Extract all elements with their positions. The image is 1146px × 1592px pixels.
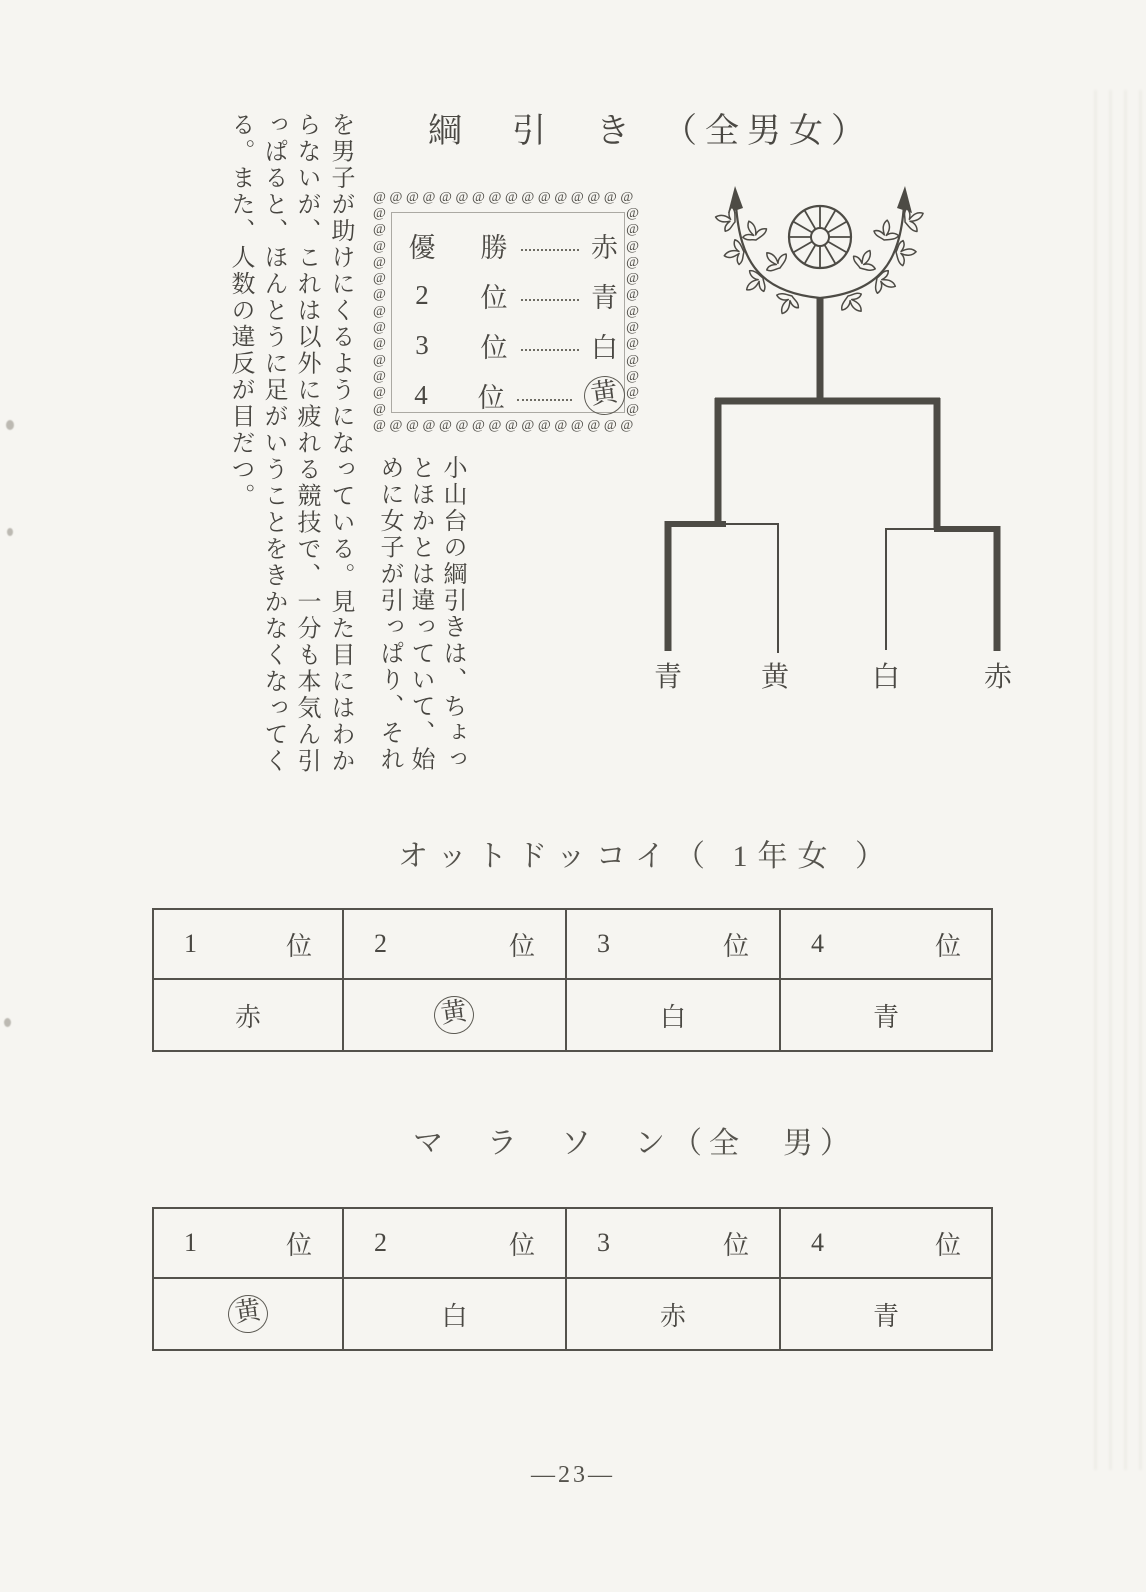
rank-label: 優 <box>408 232 436 263</box>
value-cell-4 <box>781 1279 991 1349</box>
rank-suffix: 位 <box>480 282 508 313</box>
team-value: 黄 <box>581 373 627 417</box>
chrysanthemum-flower <box>789 206 851 268</box>
team-value: 赤 <box>659 1301 686 1331</box>
header-cell-4 <box>781 910 991 978</box>
dotted-leader <box>521 349 579 351</box>
paragraph-column-2: とほかとは違っていて、始 <box>407 455 433 773</box>
header-cell-1 <box>154 1209 344 1277</box>
value-cell-4 <box>781 980 991 1050</box>
scan-speck <box>4 1018 11 1027</box>
team-value: 白 <box>659 1002 686 1032</box>
place-number: 1 <box>184 929 197 958</box>
arrow-tip-right <box>897 186 912 213</box>
header-cell-4 <box>781 1209 991 1277</box>
team-value: 青 <box>872 1301 899 1331</box>
scan-speck <box>7 528 13 536</box>
paragraph-column-6: っぱると、ほんとうに足がいうことをきかなくなってく <box>260 112 286 775</box>
result-row-3 <box>391 320 625 370</box>
rank-label: 4 <box>414 379 428 410</box>
at-border-right: @@@@@@@@@@@@@ <box>626 206 639 417</box>
results-box-middle <box>373 206 639 417</box>
result-row-2 <box>391 270 625 320</box>
table-value-row <box>154 980 991 1050</box>
place-number: 2 <box>374 929 387 958</box>
place-suffix: 位 <box>508 931 535 961</box>
header-cell-2 <box>344 910 567 978</box>
header-cell-2 <box>344 1209 567 1277</box>
place-number: 3 <box>597 1228 610 1257</box>
place-number: 4 <box>811 929 824 958</box>
value-cell-2 <box>344 980 567 1050</box>
ottodokkoi-title: オットドッコイ（ 1年女 ） <box>398 840 895 873</box>
bracket-label-yellow: 黄 <box>761 662 790 693</box>
dotted-leader <box>521 249 579 251</box>
table-header-row <box>154 910 991 980</box>
at-border-top: @@@@@@@@@@@@@@@@ <box>373 190 637 205</box>
bracket-label-white: 白 <box>872 662 901 693</box>
team-value: 赤 <box>234 1002 261 1032</box>
team-value: 青 <box>591 282 618 313</box>
tsunahiki-results-box <box>373 189 639 434</box>
rank-suffix: 勝 <box>480 232 508 263</box>
value-cell-1 <box>154 980 344 1050</box>
bracket-label-red: 赤 <box>984 662 1013 693</box>
place-suffix: 位 <box>285 1230 312 1260</box>
tournament-bracket-drawing <box>630 175 1030 655</box>
paragraph-column-5: らないが、これは以外に疲れる競技で、一分も本気ん引 <box>293 112 319 775</box>
place-number: 3 <box>597 929 610 958</box>
bracket-lines <box>665 297 999 653</box>
tsunahiki-title: 綱 引 き （全男女） <box>428 113 873 150</box>
header-cell-1 <box>154 910 344 978</box>
table-value-row <box>154 1279 991 1349</box>
table-header-row <box>154 1209 991 1279</box>
rank-label: 3 <box>415 329 429 360</box>
paragraph-column-4: を男子が助けにくるようになっている。見た目にはわか <box>327 112 353 775</box>
place-number: 4 <box>811 1228 824 1257</box>
header-cell-3 <box>567 910 781 978</box>
dotted-leader <box>521 299 579 301</box>
team-value: 黄 <box>226 1292 271 1335</box>
place-suffix: 位 <box>508 1230 535 1260</box>
marathon-table <box>152 1207 993 1351</box>
rank-label: 2 <box>415 279 429 310</box>
team-value: 白 <box>441 1301 468 1331</box>
result-row-1 <box>391 220 625 270</box>
rank-suffix: 位 <box>480 332 508 363</box>
rank-suffix: 位 <box>477 382 505 413</box>
bracket-label-blue: 青 <box>654 662 683 693</box>
place-suffix: 位 <box>934 931 961 961</box>
page-bleed-through <box>1094 90 1146 1470</box>
value-cell-2 <box>344 1279 567 1349</box>
value-cell-3 <box>567 1279 781 1349</box>
paragraph-column-7: る。また、人数の違反が目だつ。 <box>227 112 253 510</box>
paragraph-column-1: 小山台の綱引きは、ちょっ <box>439 455 465 773</box>
place-number: 2 <box>374 1228 387 1257</box>
paragraph-column-3: めに女子が引っぱり、それ <box>376 455 402 773</box>
ottodokkoi-table <box>152 908 993 1052</box>
place-suffix: 位 <box>722 1230 749 1260</box>
team-value: 青 <box>872 1002 899 1032</box>
team-value: 赤 <box>591 232 618 263</box>
page-number: —23— <box>531 1462 615 1488</box>
result-row-4 <box>391 370 625 420</box>
team-value: 黄 <box>432 993 477 1036</box>
value-cell-1 <box>154 1279 344 1349</box>
place-number: 1 <box>184 1228 197 1257</box>
place-suffix: 位 <box>285 931 312 961</box>
at-border-bottom: @@@@@@@@@@@@@@@@ <box>373 418 637 433</box>
place-suffix: 位 <box>722 931 749 961</box>
results-list <box>391 212 625 413</box>
marathon-title: マ ラ ソ ン（全 男） <box>413 1127 857 1160</box>
value-cell-3 <box>567 980 781 1050</box>
at-border-left: @@@@@@@@@@@@@ <box>373 206 386 417</box>
team-value: 白 <box>591 332 618 363</box>
header-cell-3 <box>567 1209 781 1277</box>
place-suffix: 位 <box>934 1230 961 1260</box>
scan-speck <box>6 420 14 430</box>
dotted-leader <box>517 399 572 401</box>
